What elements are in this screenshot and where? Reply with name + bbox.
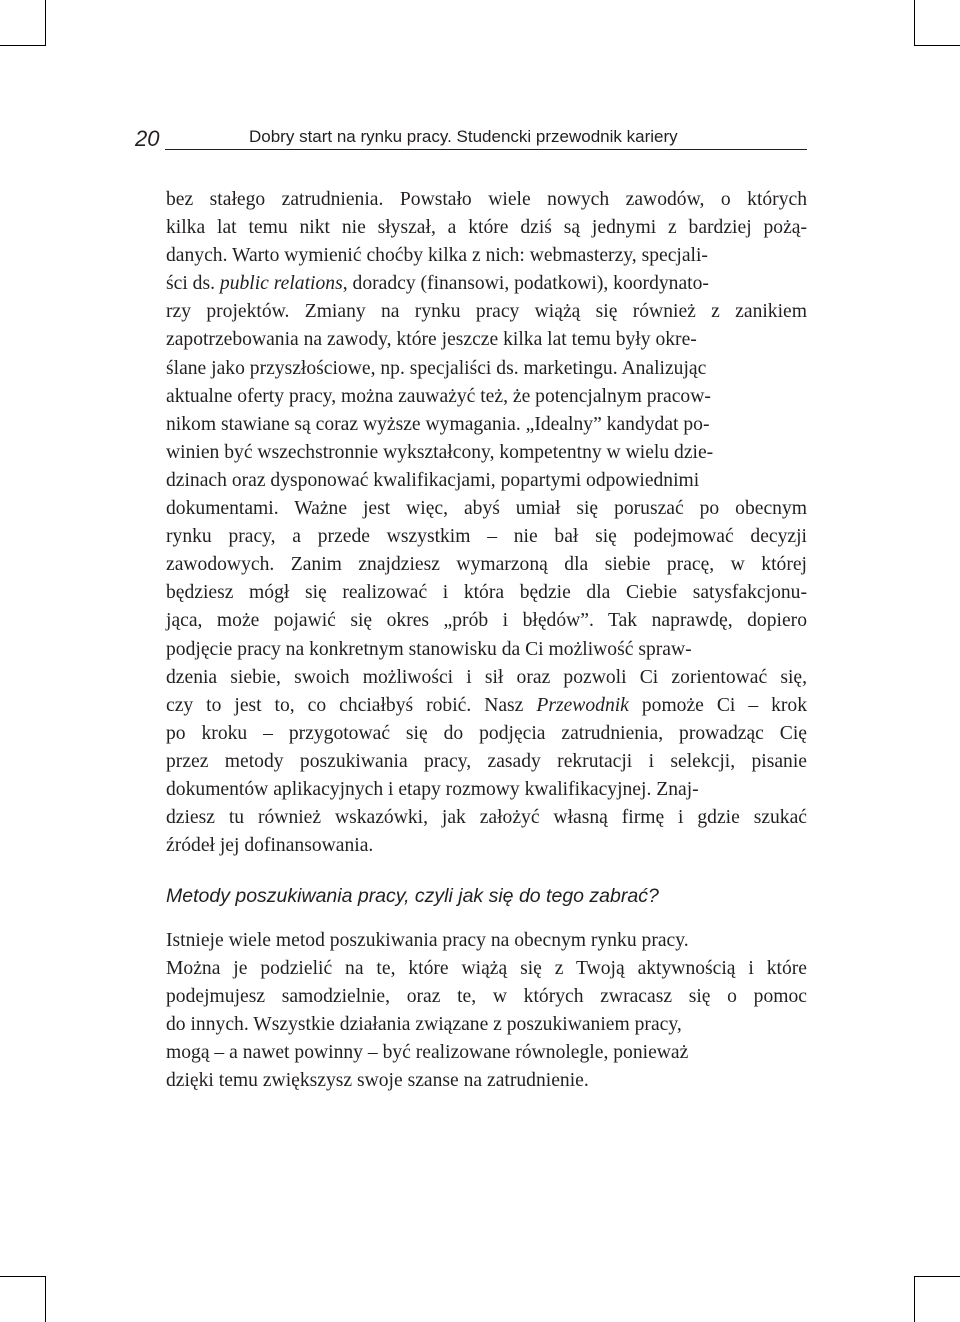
text-line: dzenia siebie, swoich możliwości i sił oraz pozwoli Ci zorientować się, bbox=[166, 666, 807, 688]
text-line: ślane jako przyszłościowe, np. specjaliści ds. marketingu. Analizując bbox=[166, 357, 707, 379]
crop-mark-bottom-left-h bbox=[0, 1276, 46, 1277]
text-line: dzinach oraz dysponować kwalifikacjami, popartymi odpowiednimi bbox=[166, 469, 700, 491]
header-rule bbox=[165, 149, 807, 150]
text-line: kilka lat temu nikt nie słyszał, a które dziś są jednymi z bardziej pożą- bbox=[166, 217, 807, 239]
emphasis: public relations bbox=[219, 273, 343, 295]
crop-mark-top-right bbox=[914, 0, 915, 46]
text-line: zapotrzebowania na zawody, które jeszcze kilka lat temu były okre- bbox=[166, 329, 697, 351]
text-line: podjęcie pracy na konkretnym stanowisku da Ci możliwość spraw- bbox=[166, 638, 692, 660]
text-line: Można je podzielić na te, które wiążą się z Twoją aktywnością i które bbox=[166, 958, 807, 980]
text-line: będziesz mógł się realizować i która będzie dla Ciebie satysfakcjonu- bbox=[166, 582, 807, 604]
body-paragraph-1 bbox=[166, 186, 807, 860]
body-paragraph-2 bbox=[166, 927, 807, 1096]
text-line: jąca, może pojawić się okres „prób i błędów”. Tak naprawdę, dopiero bbox=[166, 610, 807, 632]
text-line: bez stałego zatrudnienia. Powstało wiele nowych zawodów, o których bbox=[166, 189, 807, 210]
running-title: Dobry start na rynku pracy. Studencki przewodnik kariery bbox=[249, 127, 678, 146]
text-line: dziesz tu również wskazówki, jak założyć własną firmę i gdzie szukać bbox=[166, 807, 807, 829]
text-line: źródeł jej dofinansowania. bbox=[166, 835, 374, 857]
text-line: po kroku – przygotować się do podjęcia zatrudnienia, prowadząc Cię bbox=[166, 722, 807, 744]
section-heading: Metody poszukiwania pracy, czyli jak się do tego zabrać? bbox=[166, 885, 659, 907]
crop-mark-bottom-right-h bbox=[914, 1276, 960, 1277]
text-line: Istnieje wiele metod poszukiwania pracy na obecnym rynku pracy. bbox=[166, 930, 689, 951]
text-line: dokumentami. Ważne jest więc, abyś umiał się poruszać po obecnym bbox=[166, 498, 807, 520]
emphasis: Przewodnik bbox=[536, 694, 629, 716]
text-line: mogą – a nawet powinny – być realizowane równolegle, ponieważ bbox=[166, 1042, 689, 1064]
running-header bbox=[135, 118, 807, 156]
text-line: aktualne oferty pracy, można zauważyć też, że potencjalnym pracow- bbox=[166, 385, 711, 407]
crop-mark-top-left bbox=[45, 0, 46, 46]
text-line: winien być wszechstronnie wykształcony, kompetentny w wielu dzie- bbox=[166, 441, 714, 463]
text-line: zawodowych. Zanim znajdziesz wymarzoną dla siebie pracę, w której bbox=[166, 554, 807, 576]
text-line: czy to jest to, co chciałbyś robić. Nasz Przewodnik pomoże Ci – krok bbox=[166, 694, 808, 716]
text-line: podejmujesz samodzielnie, oraz te, w których zwracasz się o pomoc bbox=[166, 986, 807, 1008]
text-line: rzy projektów. Zmiany na rynku pracy wiążą się również z zanikiem bbox=[166, 301, 807, 323]
text-line: nikom stawiane są coraz wyższe wymagania. „Idealny” kandydat po- bbox=[166, 413, 710, 435]
crop-mark-bottom-left bbox=[45, 1276, 46, 1322]
page-number: 20 bbox=[135, 126, 160, 151]
text-line: dokumentów aplikacyjnych i etapy rozmowy kwalifikacyjnej. Znaj- bbox=[166, 778, 699, 800]
text-line: przez metody poszukiwania pracy, zasady rekrutacji i selekcji, pisanie bbox=[166, 750, 807, 772]
crop-mark-top-left-h bbox=[0, 45, 46, 46]
crop-mark-top-right-h bbox=[914, 45, 960, 46]
crop-mark-bottom-right bbox=[914, 1276, 915, 1322]
text-line: ści ds. public relations, doradcy (finansowi, podatkowi), koordynato- bbox=[166, 273, 709, 295]
text-line: danych. Warto wymienić choćby kilka z nich: webmasterzy, specjali- bbox=[166, 245, 708, 267]
text-line: dzięki temu zwiększysz swoje szanse na zatrudnienie. bbox=[166, 1070, 589, 1092]
text-line: do innych. Wszystkie działania związane z poszukiwaniem pracy, bbox=[166, 1014, 682, 1036]
text-line: rynku pracy, a przede wszystkim – nie bał się podejmować decyzji bbox=[166, 526, 807, 548]
